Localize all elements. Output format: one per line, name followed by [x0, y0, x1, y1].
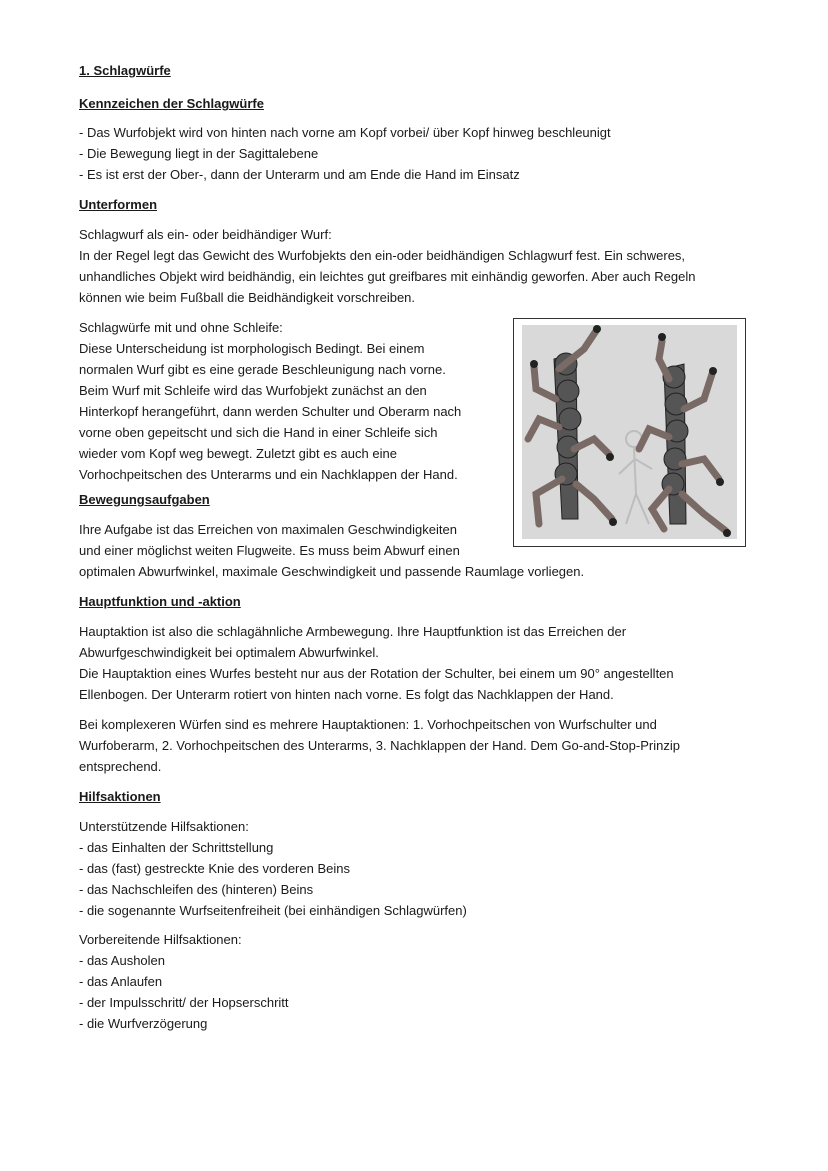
text-line: Hauptaktion ist also die schlagähnliche Armbewegung. Ihre Hauptfunktion ist das Erreichen der [79, 624, 627, 639]
heading-unterformen: Unterformen [79, 197, 158, 212]
text-line: - die Wurfverzögerung [79, 1016, 208, 1031]
paragraph-unterformen-2 [79, 317, 461, 485]
text-line: Diese Unterscheidung ist morphologisch Bedingt. Bei einem [79, 341, 425, 356]
text-line: - die sogenannte Wurfseitenfreiheit (bei einhändigen Schlagwürfen) [79, 903, 467, 918]
text-line: Hinterkopf herangeführt, dann werden Schulter und Oberarm nach [79, 404, 462, 419]
text-line: - Es ist erst der Ober-, dann der Unterarm und am Ende die Hand im Einsatz [79, 167, 520, 182]
text-line: und einer möglichst weiten Flugweite. Es muss beim Abwurf einen [79, 543, 460, 558]
heading-kennzeichen: Kennzeichen der Schlagwürfe [79, 96, 264, 111]
page-title: 1. Schlagwürfe [79, 63, 171, 78]
text-line: Bei komplexeren Würfen sind es mehrere Hauptaktionen: 1. Vorhochpeitschen von Wurfschulter und [79, 717, 657, 732]
paragraph-hilfsaktionen-2 [79, 929, 289, 1034]
text-line: Ihre Aufgabe ist das Erreichen von maximalen Geschwindigkeiten [79, 522, 457, 537]
heading-bewegungsaufgaben: Bewegungsaufgaben [79, 492, 210, 507]
text-line: - das (fast) gestreckte Knie des vorderen Beins [79, 861, 350, 876]
text-line: - das Anlaufen [79, 974, 163, 989]
text-line: Vorbereitende Hilfsaktionen: [79, 932, 242, 947]
text-line: Abwurfgeschwindigkeit bei optimalem Abwurfwinkel. [79, 645, 379, 660]
text-line: Vorhochpeitschen des Unterarms und ein Nachklappen der Hand. [79, 467, 458, 482]
text-line: - das Nachschleifen des (hinteren) Beins [79, 882, 314, 897]
text-line: - Das Wurfobjekt wird von hinten nach vorne am Kopf vorbei/ über Kopf hinweg beschleunigt [79, 125, 611, 140]
text-line: unhandliches Objekt wird beidhändig, ein leichtes gut greifbares mit einhändig geworfen. Aber auch Regeln [79, 269, 696, 284]
text-line: In der Regel legt das Gewicht des Wurfobjekts den ein-oder beidhändigen Schlagwurf fest. Ein schweres, [79, 248, 686, 263]
paragraph-bewegungsaufgaben [79, 519, 584, 582]
paragraph-hauptfunktion-1 [79, 621, 674, 705]
paragraph-hilfsaktionen-1 [79, 816, 467, 921]
text-line: entsprechend. [79, 759, 162, 774]
throwing-sequence-figure [513, 318, 746, 547]
text-line: - Die Bewegung liegt in der Sagittalebene [79, 146, 319, 161]
text-line: Unterstützende Hilfsaktionen: [79, 819, 249, 834]
text-line: Wurfoberarm, 2. Vorhochpeitschen des Unterarms, 3. Nachklappen der Hand. Dem Go-and-Stop-Prinzip [79, 738, 680, 753]
text-line: Schlagwurf als ein- oder beidhändiger Wurf: [79, 227, 332, 242]
text-line: können wie beim Fußball die Beidhändigkeit vorschreiben. [79, 290, 416, 305]
heading-hauptfunktion: Hauptfunktion und -aktion [79, 594, 241, 609]
text-line: - das Ausholen [79, 953, 166, 968]
text-line: - der Impulsschritt/ der Hopserschritt [79, 995, 289, 1010]
text-line: vorne oben gepeitscht und sich die Hand in einer Schleife sich [79, 425, 438, 440]
text-line: wieder vom Kopf weg bewegt. Zuletzt gibt es auch eine [79, 446, 397, 461]
paragraph-kennzeichen [79, 122, 611, 185]
text-line: - das Einhalten der Schrittstellung [79, 840, 274, 855]
paragraph-unterformen-1 [79, 224, 695, 308]
text-line: Beim Wurf mit Schleife wird das Wurfobjekt zunächst an den [79, 383, 427, 398]
text-line: Ellenbogen. Der Unterarm rotiert von hinten nach vorne. Es folgt das Nachklappen der Hand. [79, 687, 614, 702]
throwing-sequence-illustration [514, 319, 745, 546]
text-line: Die Hauptaktion eines Wurfes besteht nur aus der Rotation der Schulter, bei einem um 90° angestellten [79, 666, 674, 681]
text-line: normalen Wurf gibt es eine gerade Beschleunigung nach vorne. [79, 362, 446, 377]
paragraph-hauptfunktion-2 [79, 714, 680, 777]
text-line: optimalen Abwurfwinkel, maximale Geschwindigkeit und passende Raumlage vorliegen. [79, 564, 585, 579]
heading-hilfsaktionen: Hilfsaktionen [79, 789, 161, 804]
text-line: Schlagwürfe mit und ohne Schleife: [79, 320, 283, 335]
